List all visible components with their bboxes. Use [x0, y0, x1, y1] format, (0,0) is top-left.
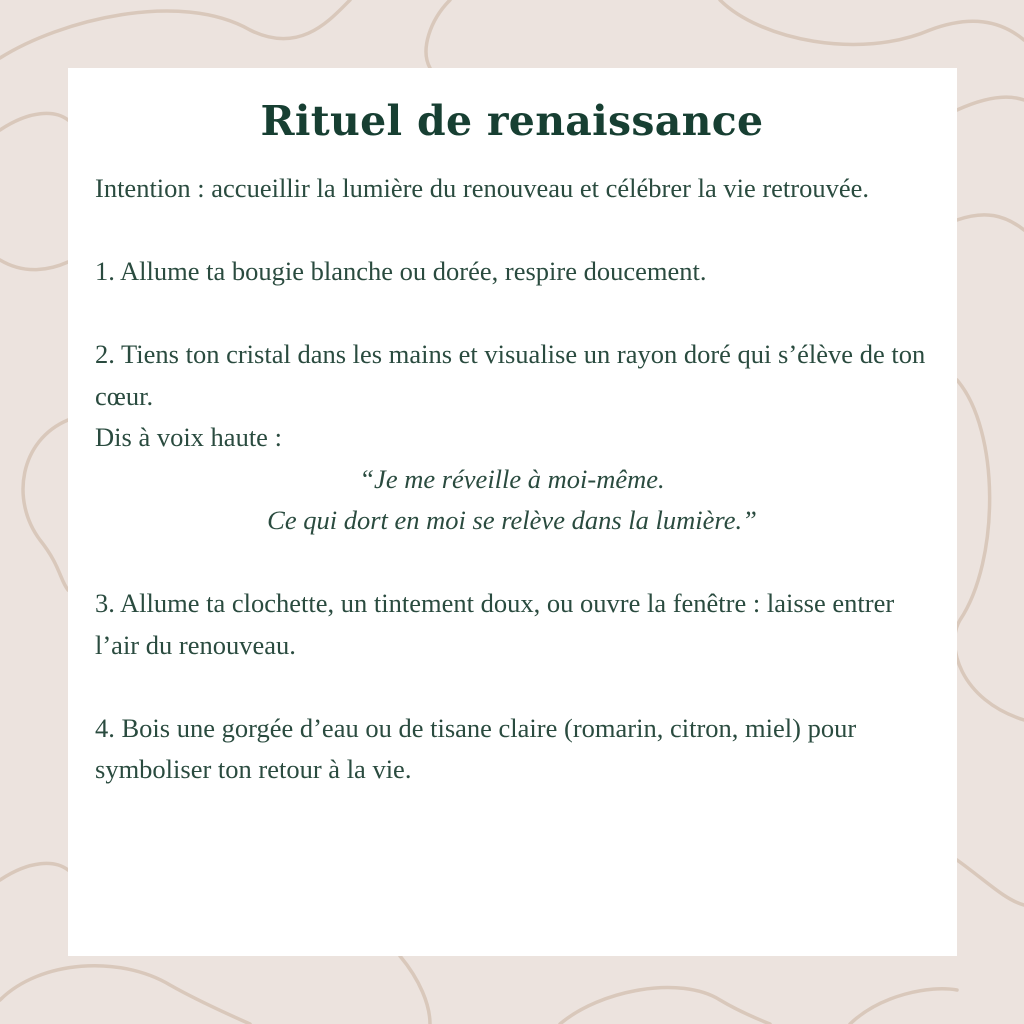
quote-line: Ce qui dort en moi se relève dans la lumière.”	[267, 505, 757, 535]
decor-line	[0, 260, 68, 270]
decor-line	[23, 420, 68, 590]
decor-line	[955, 380, 1024, 720]
decor-line	[0, 863, 68, 880]
quote-line: “Je me réveille à moi-même.	[359, 463, 665, 494]
decor-line	[560, 988, 770, 1024]
decor-line	[400, 956, 430, 1024]
decor-line	[957, 97, 1024, 110]
decor-line	[0, 0, 350, 58]
intention-text: Intention : accueillir la lumière du renouveau et célébrer la vie retrouvée.	[95, 173, 870, 203]
ritual-card	[68, 68, 957, 956]
decor-line	[720, 0, 1024, 44]
page-title: Rituel de renaissance	[260, 97, 764, 145]
decor-line	[850, 989, 957, 1024]
decor-line	[0, 113, 68, 130]
spacer	[95, 666, 929, 708]
decor-line	[957, 215, 1024, 230]
step-1-text: 1. Allume ta bougie blanche ou dorée, respire doucement.	[95, 256, 707, 286]
step-4-text: 4. Bois une gorgée d’eau ou de tisane claire (romarin, citron, miel) pour symboliser ton retour à la vie.	[95, 712, 857, 784]
step-2-text: 2. Tiens ton cristal dans les mains et visualise un rayon doré qui s’élève de ton cœur.	[95, 339, 926, 411]
decor-line	[426, 0, 450, 68]
spacer	[95, 210, 929, 252]
step-2-instruction: Dis à voix haute :	[95, 422, 282, 452]
spacer	[95, 293, 929, 335]
decor-line	[957, 860, 1024, 905]
spacer	[95, 542, 929, 584]
decor-line	[0, 966, 250, 1024]
step-3-text: 3. Allume ta clochette, un tintement doux, ou ouvre la fenêtre : laisse entrer l’air du renouveau.	[95, 588, 895, 660]
affirmation-quote	[95, 459, 929, 542]
